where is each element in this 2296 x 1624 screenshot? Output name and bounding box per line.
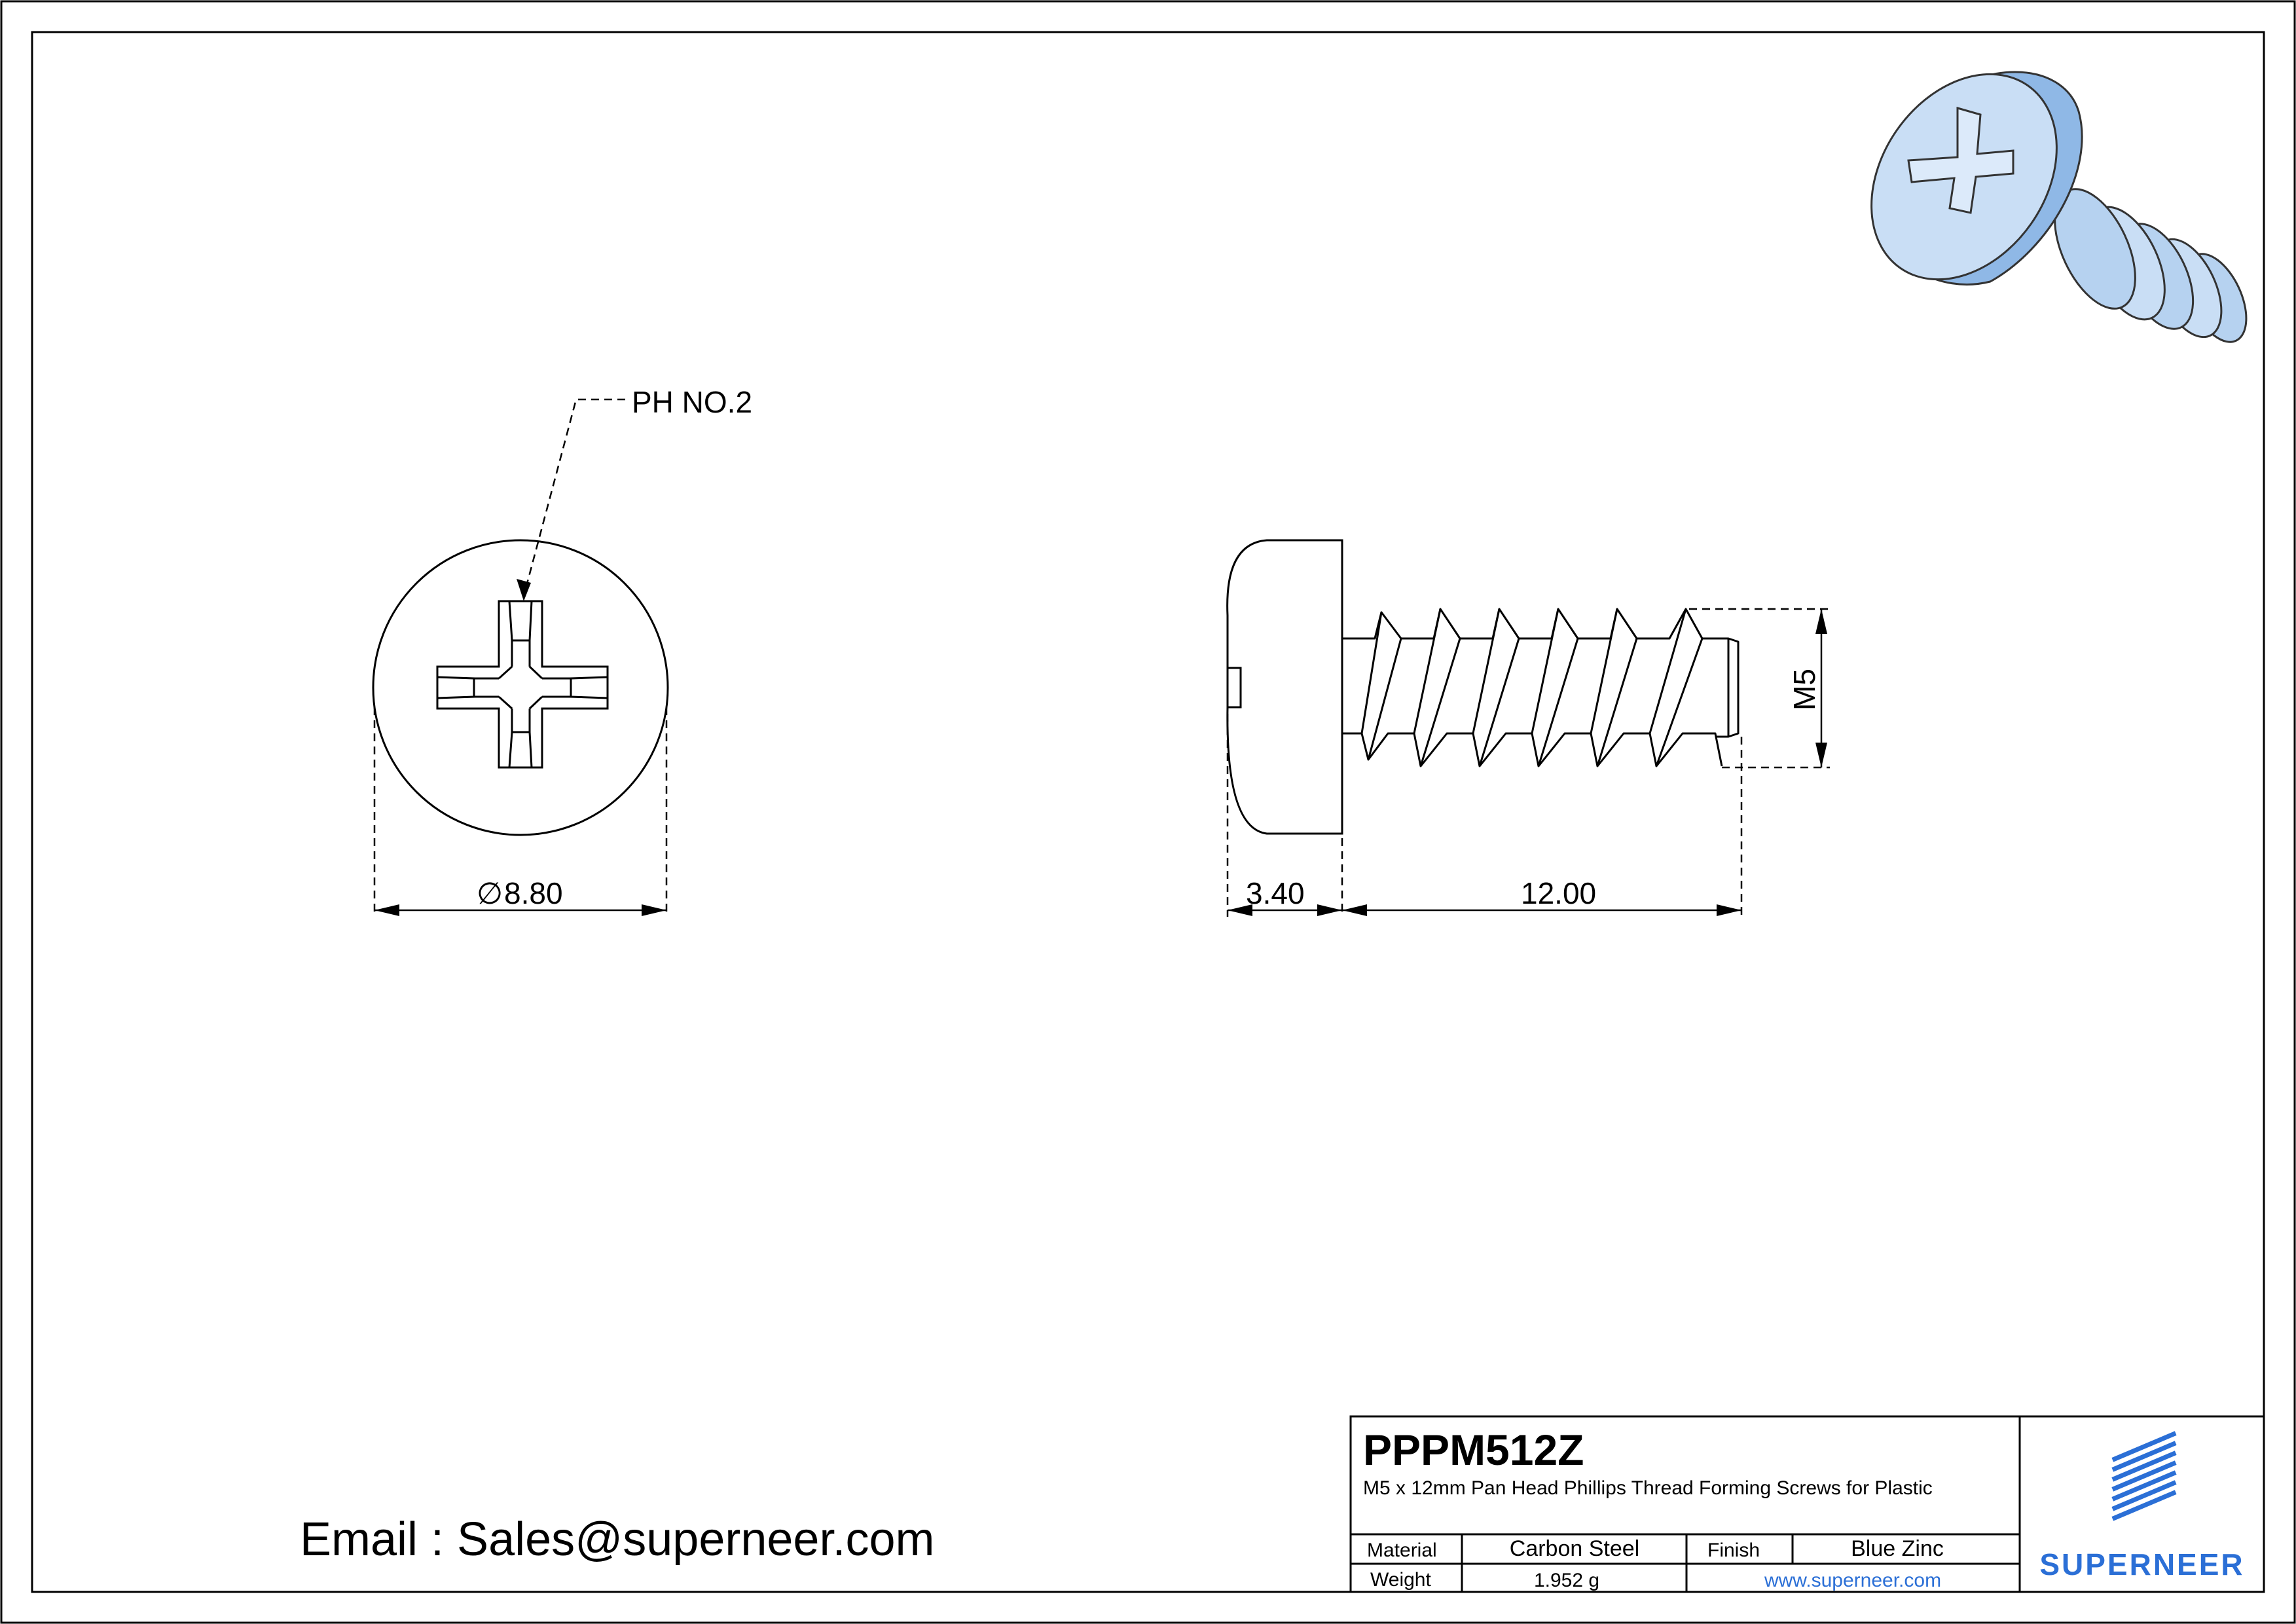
- phillips-size-callout: PH NO.2: [632, 385, 753, 419]
- side-view: [1228, 540, 1830, 917]
- diameter-symbol: ∅: [477, 876, 503, 910]
- head-height-value: 3.40: [1246, 876, 1305, 910]
- contact-email[interactable]: Email : Sales@superneer.com: [300, 1513, 935, 1566]
- weight-value: 1.952 g: [1533, 1570, 1600, 1591]
- length-value: 12.00: [1521, 876, 1597, 910]
- phillips-recess-icon: [437, 601, 608, 767]
- finish-value: Blue Zinc: [1851, 1536, 1944, 1561]
- brand-name: SUPERNEER: [2039, 1547, 2245, 1581]
- material-label: Material: [1367, 1540, 1437, 1561]
- thread-size-label: M5: [1787, 669, 1821, 710]
- leader-arrowhead: [517, 579, 531, 601]
- thread-profile: [1342, 609, 1738, 766]
- website-link[interactable]: www.superneer.com: [1764, 1570, 1942, 1591]
- head-recess-notch: [1228, 668, 1241, 707]
- part-description: M5 x 12mm Pan Head Phillips Thread Forming Screws for Plastic: [1363, 1477, 1933, 1499]
- finish-label: Finish: [1707, 1540, 1760, 1561]
- part-number: PPPM512Z: [1363, 1426, 1584, 1474]
- superneer-logo-icon: [2115, 1434, 2174, 1518]
- material-value: Carbon Steel: [1509, 1536, 1640, 1561]
- diameter-value: 8.80: [504, 876, 563, 910]
- weight-label: Weight: [1370, 1569, 1431, 1591]
- front-view: [373, 385, 752, 917]
- iso-thread: [2038, 177, 2259, 351]
- screw-isometric-icon: [1833, 39, 2259, 351]
- pan-head-outline: [1228, 540, 1342, 834]
